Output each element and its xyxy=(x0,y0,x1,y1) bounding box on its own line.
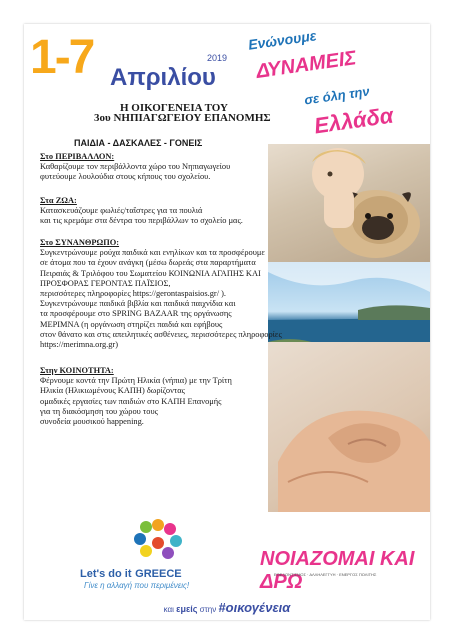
audience-line: ΠΑΙΔΙΑ - ΔΑΣΚΑΛΕΣ - ΓΟΝΕΙΣ xyxy=(74,138,203,148)
section-heading: Στην ΚΟΙΝΟΤΗΤΑ: xyxy=(40,366,114,375)
section-environment xyxy=(40,152,310,183)
section-line: συνοδεία μουσικού happening. xyxy=(40,417,144,427)
section-line: περισσότερες πληροφορίες https://gerontaspaisios.gr/ ). xyxy=(40,289,227,299)
section-line: Πειραιάς & Τριλόφου του Σωματείου ΚΟΙΝΩΝΙΑ ΑΓΑΠΗΣ ΚΑΙ xyxy=(40,268,261,278)
section-line: Συγκεντρώνουμε ρούχα παιδικά και ενηλίκων και τα προσφέρουμε xyxy=(40,248,265,258)
lets-do-it-title xyxy=(80,565,182,580)
section-line: ΜΕΡΙΜΝΑ (η οργάνωση στηρίζει παιδιά και εφήβους xyxy=(40,319,223,329)
section-line: ομαδικές εργασίες των παιδιών στο ΚΑΠΗ Επανομής xyxy=(40,396,222,406)
noiazomai-logo: ΝΟΙΑΖΟΜΑΙ ΚΑΙ ΔΡΩ xyxy=(260,548,415,593)
footer-prefix: και xyxy=(163,605,174,614)
section-heading: Στο ΣΥΝΑΝΘΡΩΠΟ: xyxy=(40,238,120,247)
section-line: https://merimna.org.gr) xyxy=(40,340,119,350)
section-line: για τη διακόσμηση του χώρου τους xyxy=(40,406,158,416)
slogan-line-3: σε όλη την xyxy=(303,83,371,108)
slogan-line-1: Ενώνουμε xyxy=(247,27,318,53)
org-line-1: Η ΟΙΚΟΓΕΝΕΙΑ ΤΟΥ xyxy=(120,102,228,114)
org-line-2: 3ου ΝΗΠΙΑΓΩΓΕΙΟΥ ΕΠΑΝΟΜΗΣ xyxy=(94,112,271,124)
section-line: στον θάνατο και στις απειλητικές ασθένειες, περισσότερες πληροφορίες xyxy=(40,329,282,339)
noiazomai-subtitle: ΕΘΕΛΟΝΤΙΣΜΟΣ · ΑΛΛΗΛΕΓΓΥΗ · ΕΝΕΡΓΟΣ ΠΟΛΙΤΗΣ xyxy=(274,572,377,577)
slogan-line-4: Ελλάδα xyxy=(312,102,395,139)
section-line: φυτεύουμε λουλούδια στους κήπους του σχολείου. xyxy=(40,172,211,182)
footer-emeis: εμείς xyxy=(176,604,198,614)
section-animals xyxy=(40,196,310,227)
lets-do-it-subtitle: Γίνε η αλλαγή που περιμένεις! xyxy=(84,581,190,590)
section-line: και τις κρεμάμε στα δέντρα του περιβάλλων το σχολείο μας. xyxy=(40,216,243,226)
year: 2019 xyxy=(207,53,228,63)
poster xyxy=(24,24,430,620)
lets-do-it-name: Let's do it xyxy=(80,568,132,580)
section-heading: Στο ΠΕΡΙΒΑΛΛΟΝ: xyxy=(40,152,115,161)
lets-do-it-country: GREECE xyxy=(135,568,182,580)
footer-tagline xyxy=(24,600,430,615)
section-line: τα προσφέρουμε στο SPRING BAZAAR της οργάνωσης xyxy=(40,309,232,319)
footer-middle: στην xyxy=(199,605,217,614)
footer-hashtag: #οικογένεια xyxy=(218,600,291,615)
section-line: Καθαρίζουμε τον περιβάλλοντα χώρο του Νηπιαγωγείου xyxy=(40,162,231,172)
section-community xyxy=(40,366,310,427)
section-line: Συγκεντρώνουμε παιδικά βιβλία και παιδικά παιχνίδια και xyxy=(40,299,236,309)
section-line: σε άτομα που τα έχουν ανάγκη (μέσω δωρεάς στα παραρτήματα xyxy=(40,258,256,268)
section-line: Κατασκευάζουμε φωλιές/ταΐστρες για τα πουλιά xyxy=(40,206,203,216)
section-fellow-human xyxy=(40,238,340,350)
slogan-line-2: ΔΥΝΑΜΕΙΣ xyxy=(254,47,358,83)
section-line: ΠΡΟΣΦΟΡΑΣ ΓΕΡΟΝΤΑΣ ΠΑΪΣΙΟΣ, xyxy=(40,278,171,288)
date-month: Απριλίου xyxy=(110,64,216,91)
section-line: Φέρνουμε κοντά την Πρώτη Ηλικία (νήπια) με την Τρίτη xyxy=(40,376,232,386)
section-heading: Στα ΖΩΑ: xyxy=(40,196,77,205)
section-line: Ηλικία (Ηλικιωμένους ΚΑΠΗ) δωρίζοντας xyxy=(40,386,185,396)
date-days: 1-7 xyxy=(30,31,94,84)
